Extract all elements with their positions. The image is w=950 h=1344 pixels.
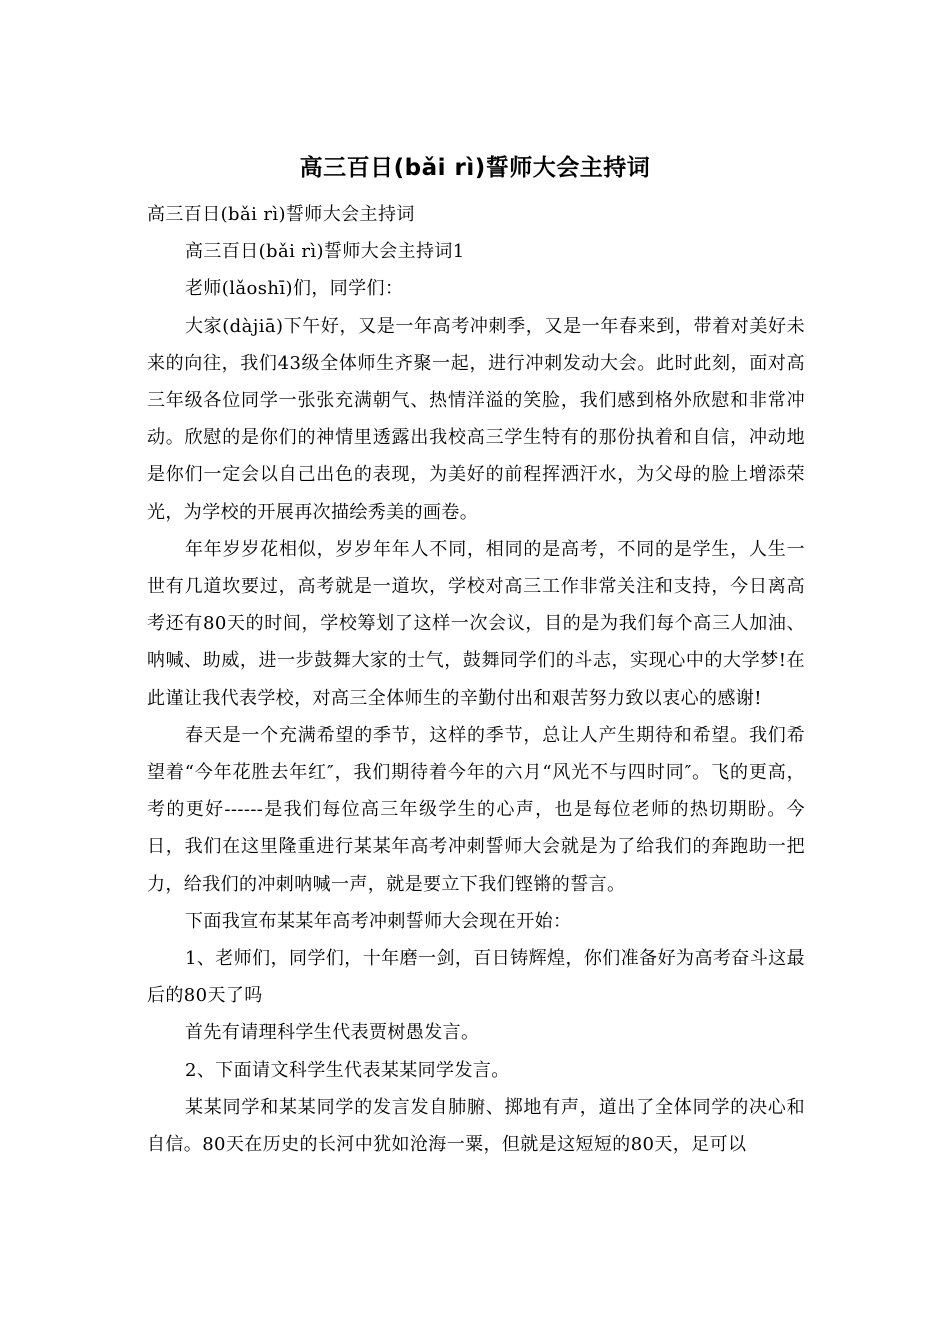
paragraph: 高三百日(bǎi rì)誓师大会主持词 bbox=[147, 204, 415, 225]
paragraph: 某某同学和某某同学的发言发自肺腑、掷地有声，道出了全体同学的决心和自信。80天在历史的长河中犹如沧海一粟，但就是这短短的80天，足可以 bbox=[147, 1096, 805, 1156]
paragraph: 高三百日(bǎi rì)誓师大会主持词1 bbox=[185, 241, 465, 263]
document-title: 高三百日(bǎi rì)誓师大会主持词 bbox=[299, 155, 651, 181]
paragraph: 2、下面请文科学生代表某某同学发言。 bbox=[185, 1059, 510, 1081]
paragraph: 大家(dàjiā)下午好，又是一年高考冲刺季，又是一年春来到，带着对美好未来的向往，我们43级全体师生齐聚一起，进行冲刺发动大会。此时此刻，面对高三年级各位同学一张张充满朝气、热情洋溢的笑脸，我们感到格外欣慰和非常冲动。欣慰的是你们的神情里透露出我校高三学生特有的那份执着和自信，冲动地是你们一定会以自己出色的表现，为美好的前程挥洒汗水，为父母的脸上增添荣光，为学校的开展再次描绘秀美的画卷。 bbox=[147, 315, 805, 523]
paragraph: 1、老师们，同学们，十年磨一剑，百日铸辉煌，你们准备好为高考奋斗这最后的80天了吗 bbox=[147, 948, 805, 1007]
paragraph: 老师(lǎoshī)们，同学们： bbox=[185, 278, 404, 300]
paragraph: 下面我宣布某某年高考冲刺誓师大会现在开始： bbox=[185, 910, 572, 932]
paragraph: 春天是一个充满希望的季节，这样的季节，总让人产生期待和希望。我们希望着“今年花胜去年红″，我们期待着今年的六月“风光不与四时同″。飞的更高，考的更好------是我们每位高三年级学生的心声，也是每位老师的热切期盼。今日，我们在这里隆重进行某某年高考冲刺誓师大会就是为了给我们的奔跑助一把力，给我们的冲刺呐喊一声，就是要立下我们铿锵的誓言。 bbox=[147, 724, 805, 895]
paragraph: 首先有请理科学生代表贾树愚发言。 bbox=[185, 1022, 480, 1044]
paragraph: 年年岁岁花相似，岁岁年年人不同，相同的是高考，不同的是学生，人生一世有几道坎要过，高考就是一道坎，学校对高三工作非常关注和支持，今日离高考还有80天的时间，学校筹划了这样一次会议，目的是为我们每个高三人加油、呐喊、助威，进一步鼓舞大家的士气，鼓舞同学们的斗志，实现心中的大学梦!在此谨让我代表学校，对高三全体师生的辛勤付出和艰苦努力致以衷心的感谢! bbox=[147, 538, 805, 709]
document-body bbox=[147, 196, 805, 1163]
